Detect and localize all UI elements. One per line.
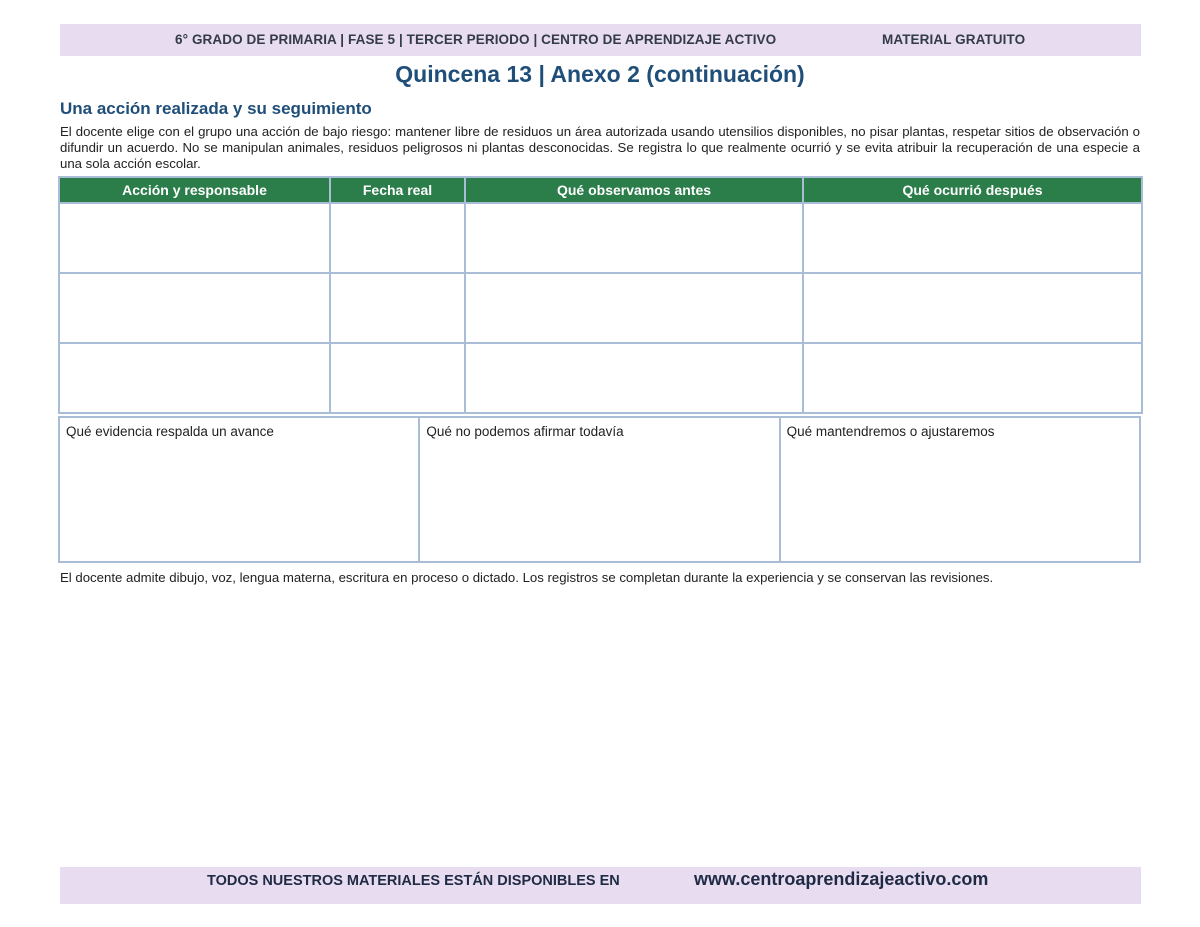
table-cell[interactable] bbox=[803, 203, 1142, 273]
table-cell[interactable] bbox=[330, 343, 465, 413]
footer-website-link[interactable]: www.centroaprendizajeactivo.com bbox=[694, 869, 989, 889]
header-right-text: MATERIAL GRATUITO bbox=[882, 32, 1026, 47]
cannot-claim-box[interactable] bbox=[418, 416, 780, 563]
table-row bbox=[59, 343, 1142, 413]
column-header-after: Qué ocurrió después bbox=[803, 177, 1142, 203]
evidence-box-label: Qué evidencia respalda un avance bbox=[66, 424, 274, 439]
header-left-text: 6° GRADO DE PRIMARIA | FASE 5 | TERCER PERIODO | CENTRO DE APRENDIZAJE ACTIVO bbox=[175, 32, 777, 47]
table-cell[interactable] bbox=[330, 203, 465, 273]
table-cell[interactable] bbox=[59, 343, 330, 413]
table-cell[interactable] bbox=[59, 203, 330, 273]
footer-band bbox=[60, 867, 1141, 904]
footnote: El docente admite dibujo, voz, lengua materna, escritura en proceso o dictado. Los registros se completan durante la experiencia y se conservan las revisiones. bbox=[60, 570, 994, 585]
cannot-claim-box-label: Qué no podemos afirmar todavía bbox=[426, 424, 624, 439]
column-header-before: Qué observamos antes bbox=[465, 177, 803, 203]
tracking-table bbox=[58, 176, 1143, 414]
header-band bbox=[60, 24, 1141, 56]
section-title: Una acción realizada y su seguimiento bbox=[60, 99, 372, 118]
footer-left-text: TODOS NUESTROS MATERIALES ESTÁN DISPONIBLES EN bbox=[207, 873, 620, 889]
table-cell[interactable] bbox=[803, 273, 1142, 343]
table-header-row bbox=[59, 177, 1142, 203]
table-cell[interactable] bbox=[465, 273, 803, 343]
evidence-box[interactable] bbox=[58, 416, 420, 563]
reflection-boxes bbox=[58, 416, 1141, 563]
table-row bbox=[59, 203, 1142, 273]
keep-adjust-box-label: Qué mantendremos o ajustaremos bbox=[786, 424, 995, 439]
keep-adjust-box[interactable] bbox=[779, 416, 1141, 563]
intro-paragraph: El docente elige con el grupo una acción de bajo riesgo: mantener libre de residuos un área autorizada usando utensilios disponibles, no pisar plantas, respetar sitios de observación o difundir un acuerdo. No se manipulan animales, residuos peligrosos ni plantas desconocidas. Se registra lo que realmente ocurrió y se evita atribuir la recuperación de una especie a una sola acción escolar. bbox=[60, 124, 1140, 171]
table-cell[interactable] bbox=[465, 343, 803, 413]
table-row bbox=[59, 273, 1142, 343]
page-title: Quincena 13 | Anexo 2 (continuación) bbox=[395, 61, 805, 87]
table-cell[interactable] bbox=[330, 273, 465, 343]
table-cell[interactable] bbox=[465, 203, 803, 273]
column-header-action: Acción y responsable bbox=[59, 177, 330, 203]
table-cell[interactable] bbox=[803, 343, 1142, 413]
column-header-date: Fecha real bbox=[330, 177, 465, 203]
table-cell[interactable] bbox=[59, 273, 330, 343]
